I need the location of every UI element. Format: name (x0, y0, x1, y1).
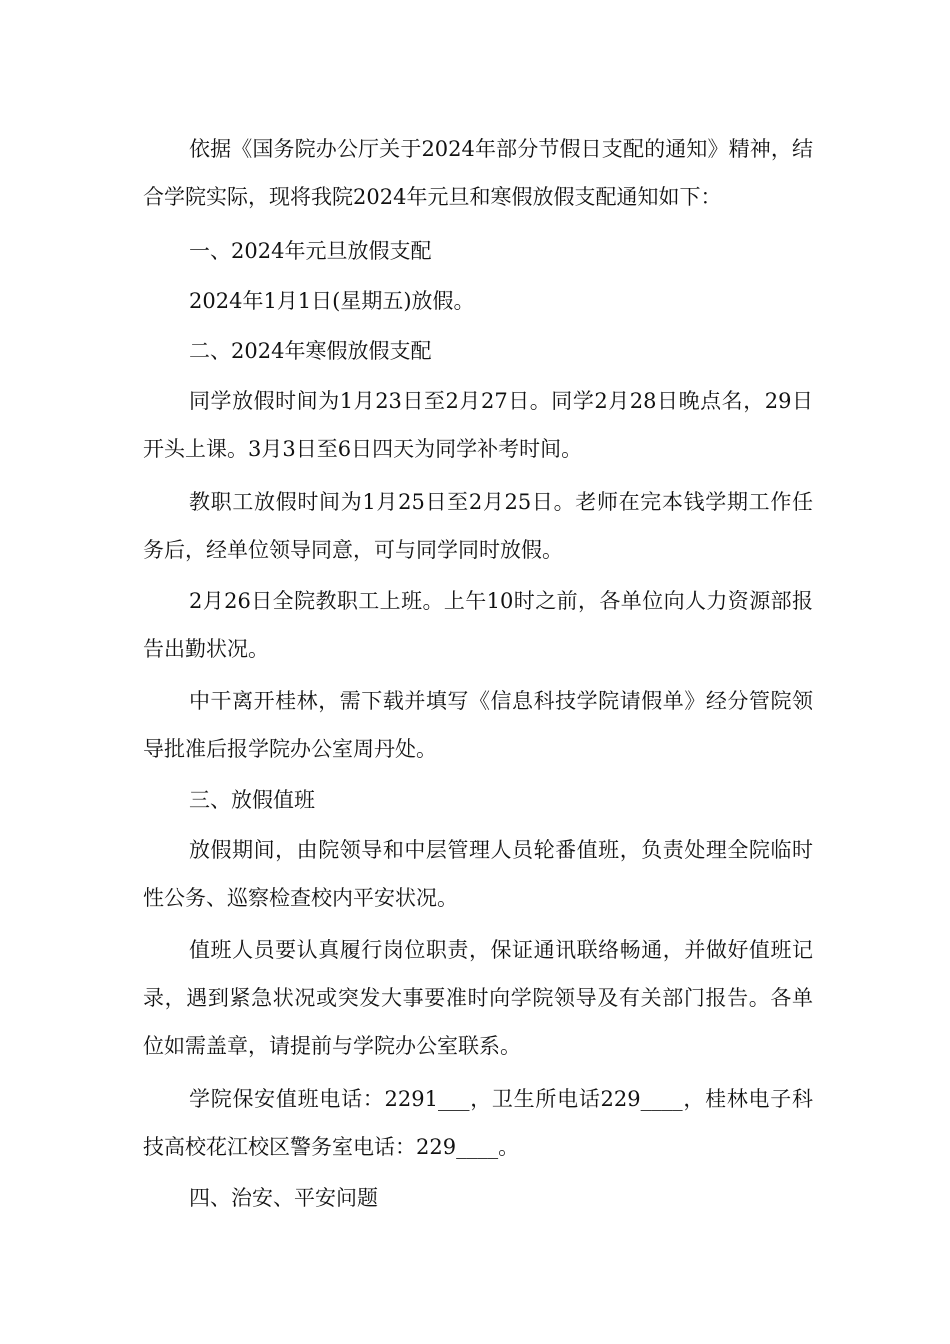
section-heading-duty: 三、放假值班 (189, 788, 315, 812)
section-heading-new-year: 一、2024年元旦放假支配 (189, 239, 432, 263)
paragraph-student-holiday: 同学放假时间为1月23日至2月27日。同学2月28日晚点名，29日开头上课。3月3日至6日四天为同学补考时间。 (143, 389, 813, 461)
section-heading-winter: 二、2024年寒假放假支配 (189, 339, 432, 363)
paragraph-staff-holiday: 教职工放假时间为1月25日至2月25日。老师在完本钱学期工作任务后，经单位领导同意，可与同学同时放假。 (143, 490, 813, 562)
paragraph-leave-request: 中干离开桂林，需下载并填写《信息科技学院请假单》经分管院领导批准后报学院办公室周丹处。 (143, 689, 813, 761)
paragraph-duty-responsibility: 值班人员要认真履行岗位职责，保证通讯联络畅通，并做好值班记录，遇到紧急状况或突发大事要准时向学院领导及有关部门报告。各单位如需盖章，请提前与学院办公室联系。 (143, 938, 813, 1058)
section-heading-security: 四、治安、平安问题 (189, 1186, 378, 1210)
paragraph-return-to-work: 2月26日全院教职工上班。上午10时之前，各单位向人力资源部报告出勤状况。 (143, 589, 813, 661)
paragraph-duty-schedule: 放假期间，由院领导和中层管理人员轮番值班，负责处理全院临时性公务、巡察检查校内平安状况。 (143, 838, 813, 910)
paragraph-intro: 依据《国务院办公厅关于2024年部分节假日支配的通知》精神，结合学院实际，现将我院2024年元旦和寒假放假支配通知如下： (143, 137, 813, 209)
paragraph-phone-numbers: 学院保安值班电话：2291___，卫生所电话229____，桂林电子科技高校花江校区警务室电话：229____。 (143, 1087, 813, 1159)
paragraph-new-year-date: 2024年1月1日(星期五)放假。 (189, 289, 475, 313)
